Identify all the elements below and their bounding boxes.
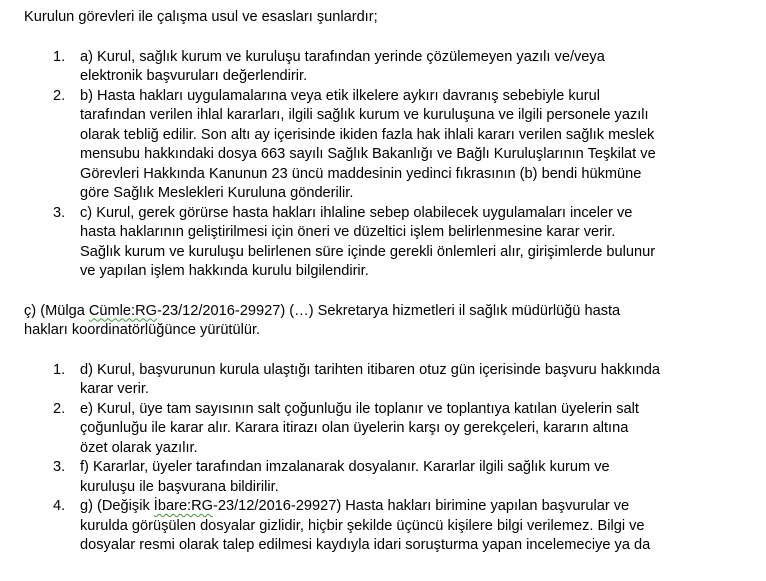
item-prefix: g) (Değişik: [80, 498, 154, 514]
item-line: dosyalar resmi olarak talep edilmesi kaydıyla idari soruşturma yapan incelemeciye ya da: [80, 537, 651, 553]
list-item: [24, 458, 762, 497]
item-line: kurulda görüşülen dosyalar gizlidir, hiçbir şekilde üçüncü kişilere bilgi verilemez. Bilgi ve: [80, 517, 645, 534]
list-item: [24, 48, 762, 87]
item-line: tarafından verilen ihlal kararları, ilgili sağlık kurum ve kuruluşuna ve ilgili personele yazılı: [80, 107, 649, 123]
document-page: [24, 8, 762, 556]
list-number: 2.: [53, 400, 66, 417]
list-item: [24, 361, 762, 400]
item-line: göre Sağlık Meslekleri Kuruluna gönderilir.: [80, 185, 354, 201]
spacer: [24, 28, 762, 48]
item-line: e) Kurul, üye tam sayısının salt çoğunluğu ile toplanır ve toplantıya katılan üyelerin salt: [80, 400, 639, 417]
item-line: b) Hasta hakları uygulamalarına veya etik ilkelere aykırı davranış sebebiyle kurul: [80, 87, 600, 104]
duties-list-2: [24, 361, 762, 556]
middle-paragraph: [24, 302, 762, 322]
item-line: elektronik başvuruları değerlendirir.: [80, 68, 308, 84]
list-number: 2.: [53, 87, 66, 104]
item-line: kuruluşu ile başvurana bildirilir.: [80, 478, 279, 495]
list-item: [24, 87, 762, 204]
list-item: [24, 400, 762, 459]
middle-prefix: ç) (Mülga: [24, 302, 89, 319]
item-line: karar verir.: [80, 381, 149, 397]
list-number: 1.: [53, 361, 66, 378]
item-line: ve yapılan işlem hakkında kurulu bilgilendirir.: [80, 263, 369, 279]
item-line: d) Kurul, başvurunun kurula ulaştığı tarihten itibaren otuz gün içerisinde başvuru hakkında: [80, 361, 661, 378]
item-line: hasta haklarının geliştirilmesi için öneri ve düzeltici işlem belirlenmesine karar verir.: [80, 224, 616, 240]
list-item: [24, 204, 762, 282]
item-rest: -23/12/2016-29927) Hasta hakları birimine yapılan başvurular ve: [213, 498, 630, 514]
spellcheck-mark: Cümle:RG: [88, 302, 157, 319]
item-line: c) Kurul, gerek görürse hasta hakları ihlaline sebep olabilecek uygulamaları inceler ve: [80, 204, 633, 221]
duties-list-1: [24, 48, 762, 282]
list-item: [24, 497, 762, 556]
list-number: 3.: [53, 459, 66, 475]
item-line: mensubu hakkındaki dosya 663 sayılı Sağlık Bakanlığı ve Bağlı Kuruluşlarının Teşkilat ve: [80, 146, 656, 162]
item-line: özet olarak yazılır.: [80, 439, 198, 456]
item-line: olarak tebliğ edilir. Son altı ay içerisinde ikiden fazla hak ihlali kararı verilen sağlık meslek: [80, 126, 655, 143]
list-number: 4.: [53, 498, 66, 514]
spellcheck-mark: İbare:RG: [153, 498, 214, 514]
item-line: [80, 497, 762, 517]
spacer: [24, 282, 762, 302]
item-line: f) Kararlar, üyeler tarafından imzalanarak dosyalanır. Kararlar ilgili sağlık kurum ve: [80, 459, 610, 475]
item-line: çoğunluğu ile karar alır. Karara itirazı olan üyelerin karşı oy gerekçeleri, kararın altına: [80, 420, 629, 436]
list-number: 3.: [53, 204, 66, 221]
middle-paragraph-line2: hakları koordinatörlüğünce yürütülür.: [24, 322, 261, 338]
item-line: a) Kurul, sağlık kurum ve kuruluşu tarafından yerinde çözülemeyen yazılı ve/veya: [80, 48, 605, 65]
middle-rest: -23/12/2016-29927) (…) Sekretarya hizmetleri il sağlık müdürlüğü hasta: [157, 302, 621, 319]
intro-paragraph: Kurulun görevleri ile çalışma usul ve esasları şunlardır;: [24, 9, 378, 25]
item-line: Sağlık kurum ve kuruluşu belirlenen süre içinde gerekli önlemleri alır, girişimlerde bulunur: [80, 243, 656, 260]
spacer: [24, 341, 762, 361]
list-number: 1.: [53, 48, 66, 65]
item-line: Görevleri Hakkında Kanunun 23 üncü maddesinin yedinci fıkrasının (b) bendi hükmüne: [80, 165, 642, 182]
